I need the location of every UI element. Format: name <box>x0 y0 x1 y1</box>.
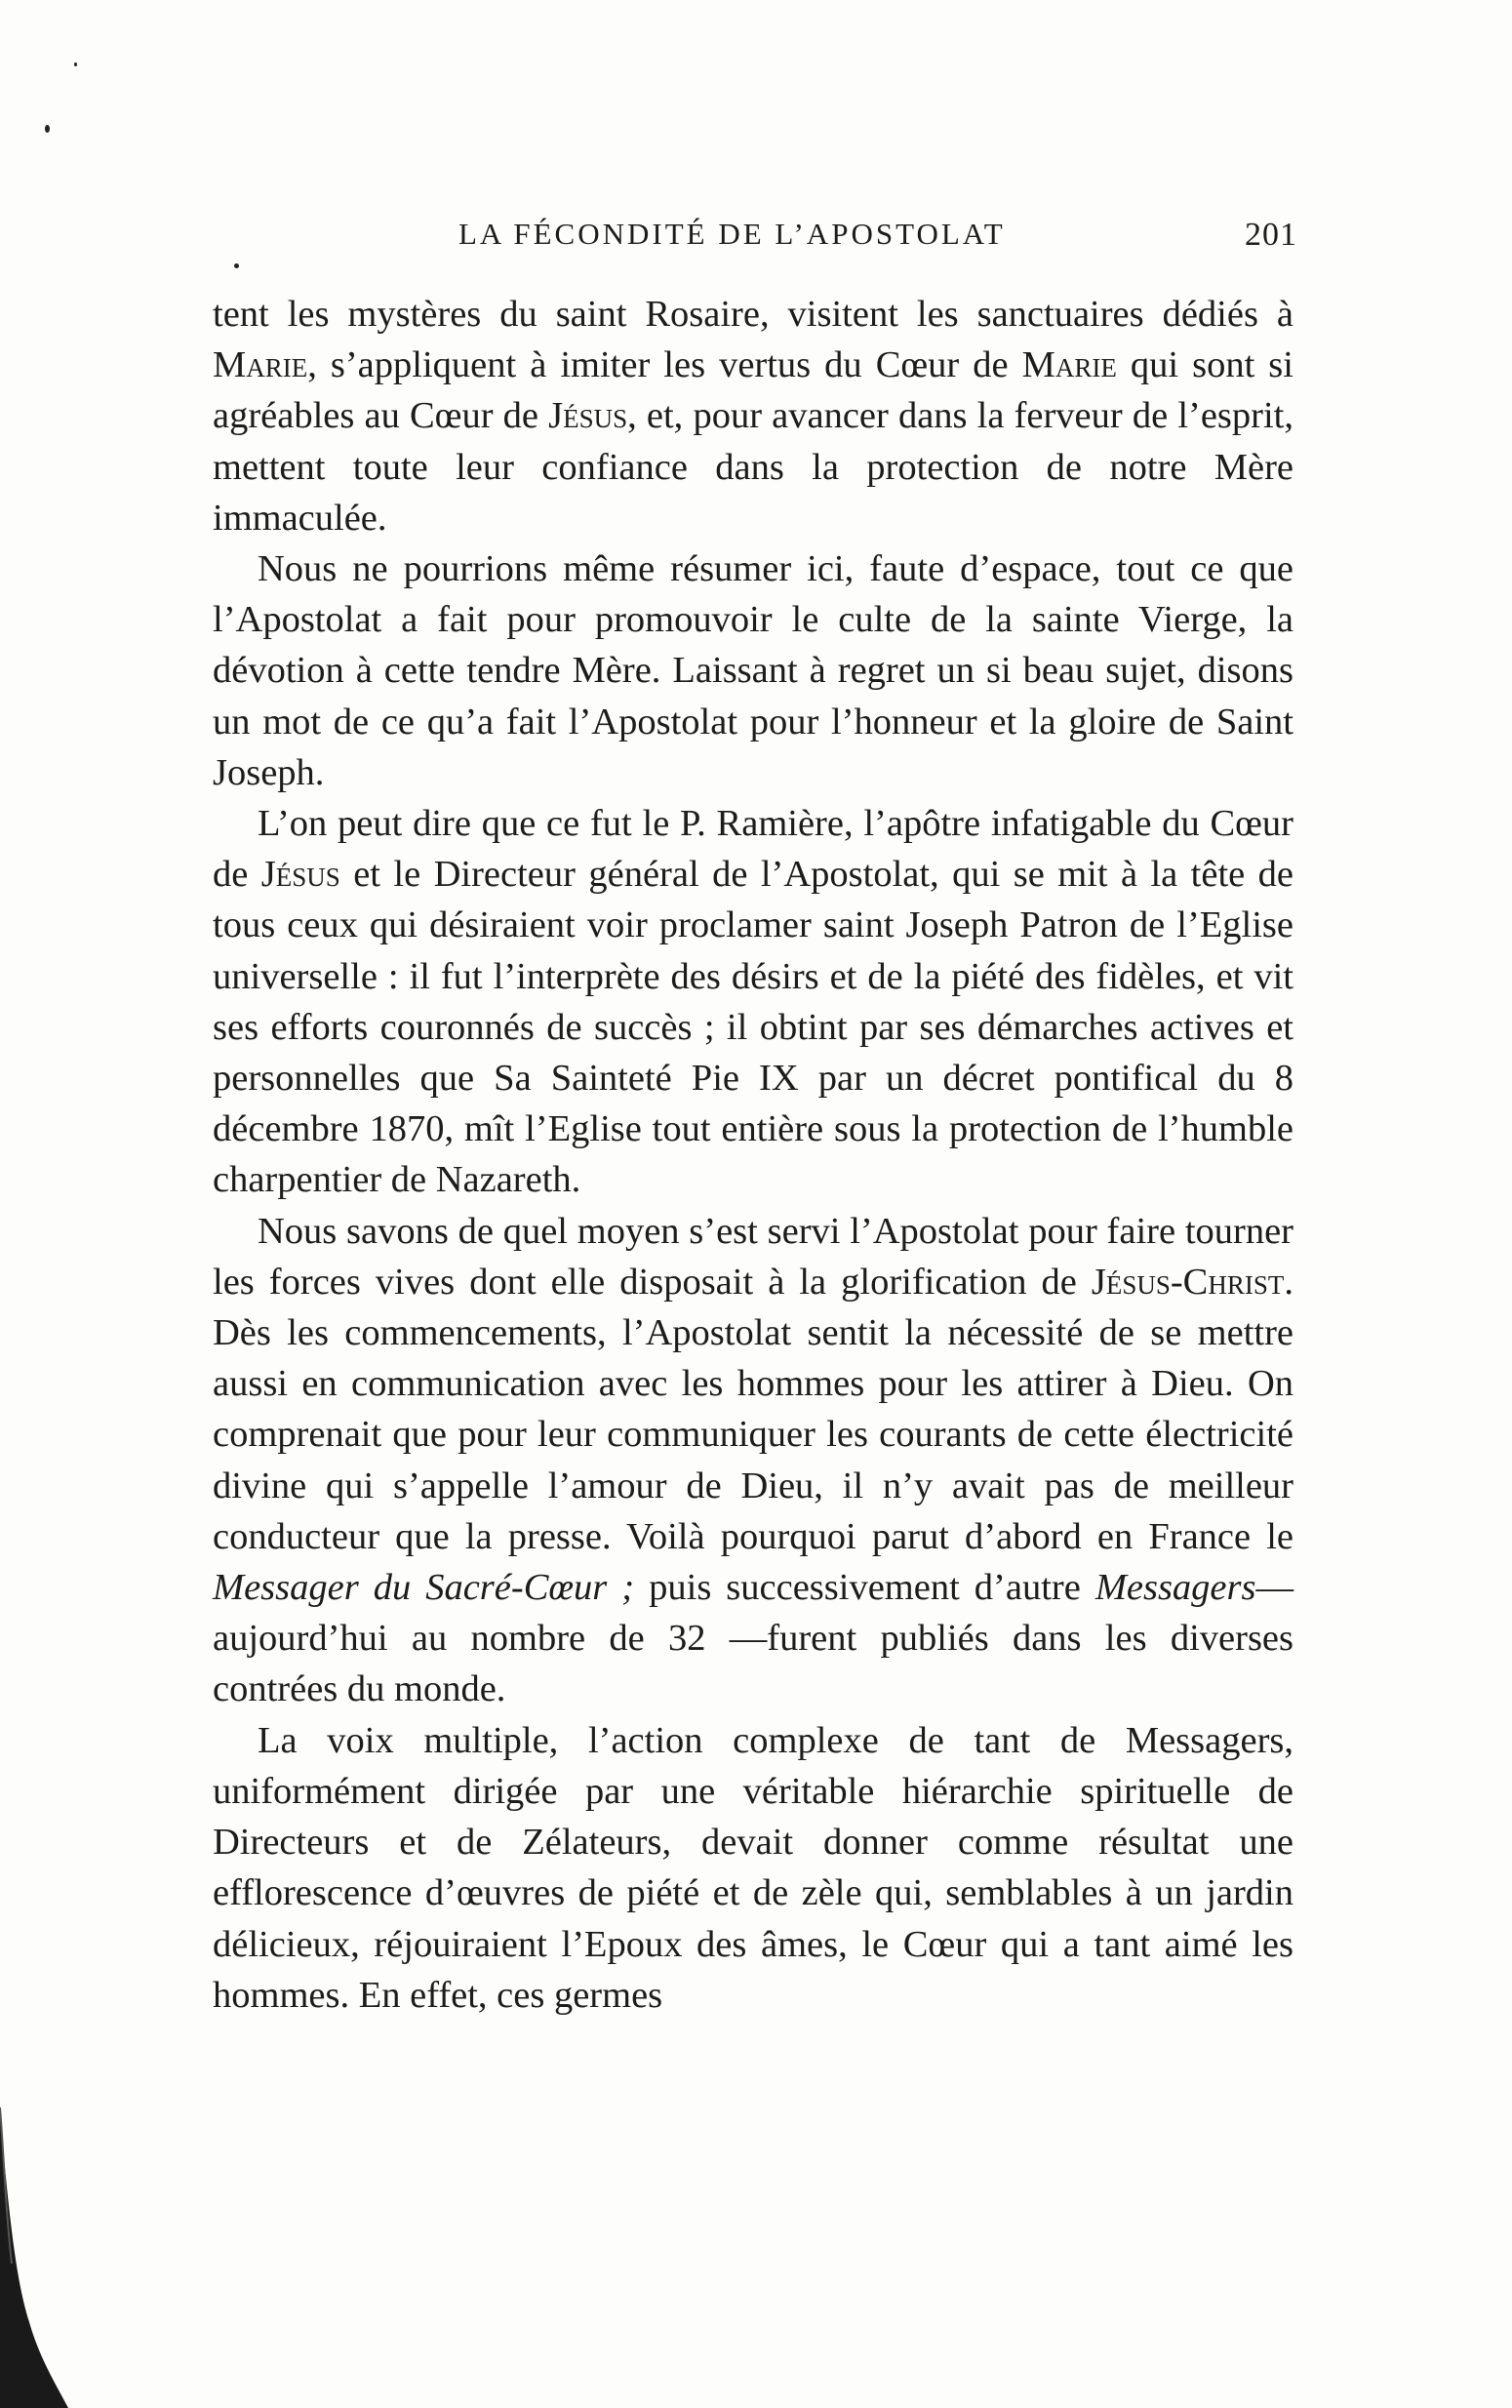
text-run: La voix multiple, l’action complexe de tant de Messagers, uniformément dirigée par une véritable hiérarchie spirituelle de Directeurs et de Zélateurs, devait donner comme résultat une efflorescence d’œuvres de piété et de zèle qui, semblables à un jardin délicieux, réjouiraient l’Epoux des âmes, le Cœur qui a tant aimé les hommes. En effet, ces germes <box>213 1719 1293 2016</box>
text-run: Nous ne pourrions même résumer ici, faute d’espace, tout ce que l’Apostolat a fait pour promouvoir le culte de la sainte Vierge, la dévotion à cette tendre Mère. Laissant à regret un si beau sujet, disons un mot de ce qu’a fait l’Apostolat pour l’honneur et la gloire de Saint Joseph. <box>213 548 1293 793</box>
paragraph <box>213 798 1293 1206</box>
small-caps-name: Jésus-Christ <box>1091 1261 1285 1303</box>
text-run: —aujourd’hui au nombre de 32 —furent publiés dans les diverses contrées du monde. <box>213 1567 1293 1710</box>
paragraph <box>213 1206 1293 1715</box>
italic-title: Messager du Sacré-Cœur ; <box>213 1567 635 1609</box>
text-run: L’on peut dire que ce fut le P. Ramière, l’apôtre infatigable du Cœur de <box>213 803 1293 896</box>
text-run: puis successivement d’autre <box>634 1567 1095 1609</box>
text-run: qui sont si agréables au Cœur de <box>213 344 1293 437</box>
body-text <box>213 289 1293 2021</box>
text-run: . Dès les commencements, l’Apostolat sentit la nécessité de se mettre aussi en communication avec les hommes pour les attirer à Dieu. On comprenait que pour leur communiquer les courants de cette électricité divine qui s’appelle l’amour de Dieu, il n’y avait pas de meilleur conducteur que la presse. Voilà pourquoi parut d’abord en France le <box>213 1261 1293 1557</box>
text-run: , et, pour avancer dans la ferveur de l’esprit, mettent toute leur confiance dans la protection de notre Mère immaculée. <box>213 395 1293 539</box>
paragraph <box>213 543 1293 798</box>
page-number: 201 <box>1245 217 1297 253</box>
small-caps-name: Marie <box>1021 344 1117 386</box>
paragraph <box>213 289 1293 543</box>
paragraph <box>213 1715 1293 2021</box>
small-caps-name: Jésus <box>548 395 628 437</box>
ink-speck <box>234 263 239 268</box>
running-head <box>215 217 1297 256</box>
ink-speck <box>74 62 77 66</box>
text-run: et le Directeur général de l’Apostolat, qui se mit à la tête de tous ceux qui désiraient voir proclamer saint Joseph Patron de l’Eglise universelle : il fut l’interprète des désirs et de la piété des fidèles, et vit ses efforts couronnés de succès ; il obtint par ses démarches actives et personnelles que Sa Sainteté Pie IX par un décret pontifical du 8 décembre 1870, mît l’Eglise tout entière sous la protection de l’humble charpentier de Nazareth. <box>213 854 1293 1201</box>
binding-shadow <box>0 2078 68 2408</box>
text-run: tent les mystères du saint Rosaire, visitent les sanctuaires dédiés à <box>213 294 1293 335</box>
text-run: Nous savons de quel moyen s’est servi l’Apostolat pour faire tourner les forces vives dont elle disposait à la glorification de <box>213 1210 1293 1303</box>
small-caps-name: Jésus <box>260 854 340 896</box>
italic-title: Messagers <box>1094 1567 1256 1609</box>
text-run: , s’appliquent à imiter les vertus du Cœur de <box>307 344 1022 386</box>
ink-speck <box>45 125 50 133</box>
running-title: LA FÉCONDITÉ DE L’APOSTOLAT <box>458 217 1006 251</box>
small-caps-name: Marie <box>213 344 308 386</box>
